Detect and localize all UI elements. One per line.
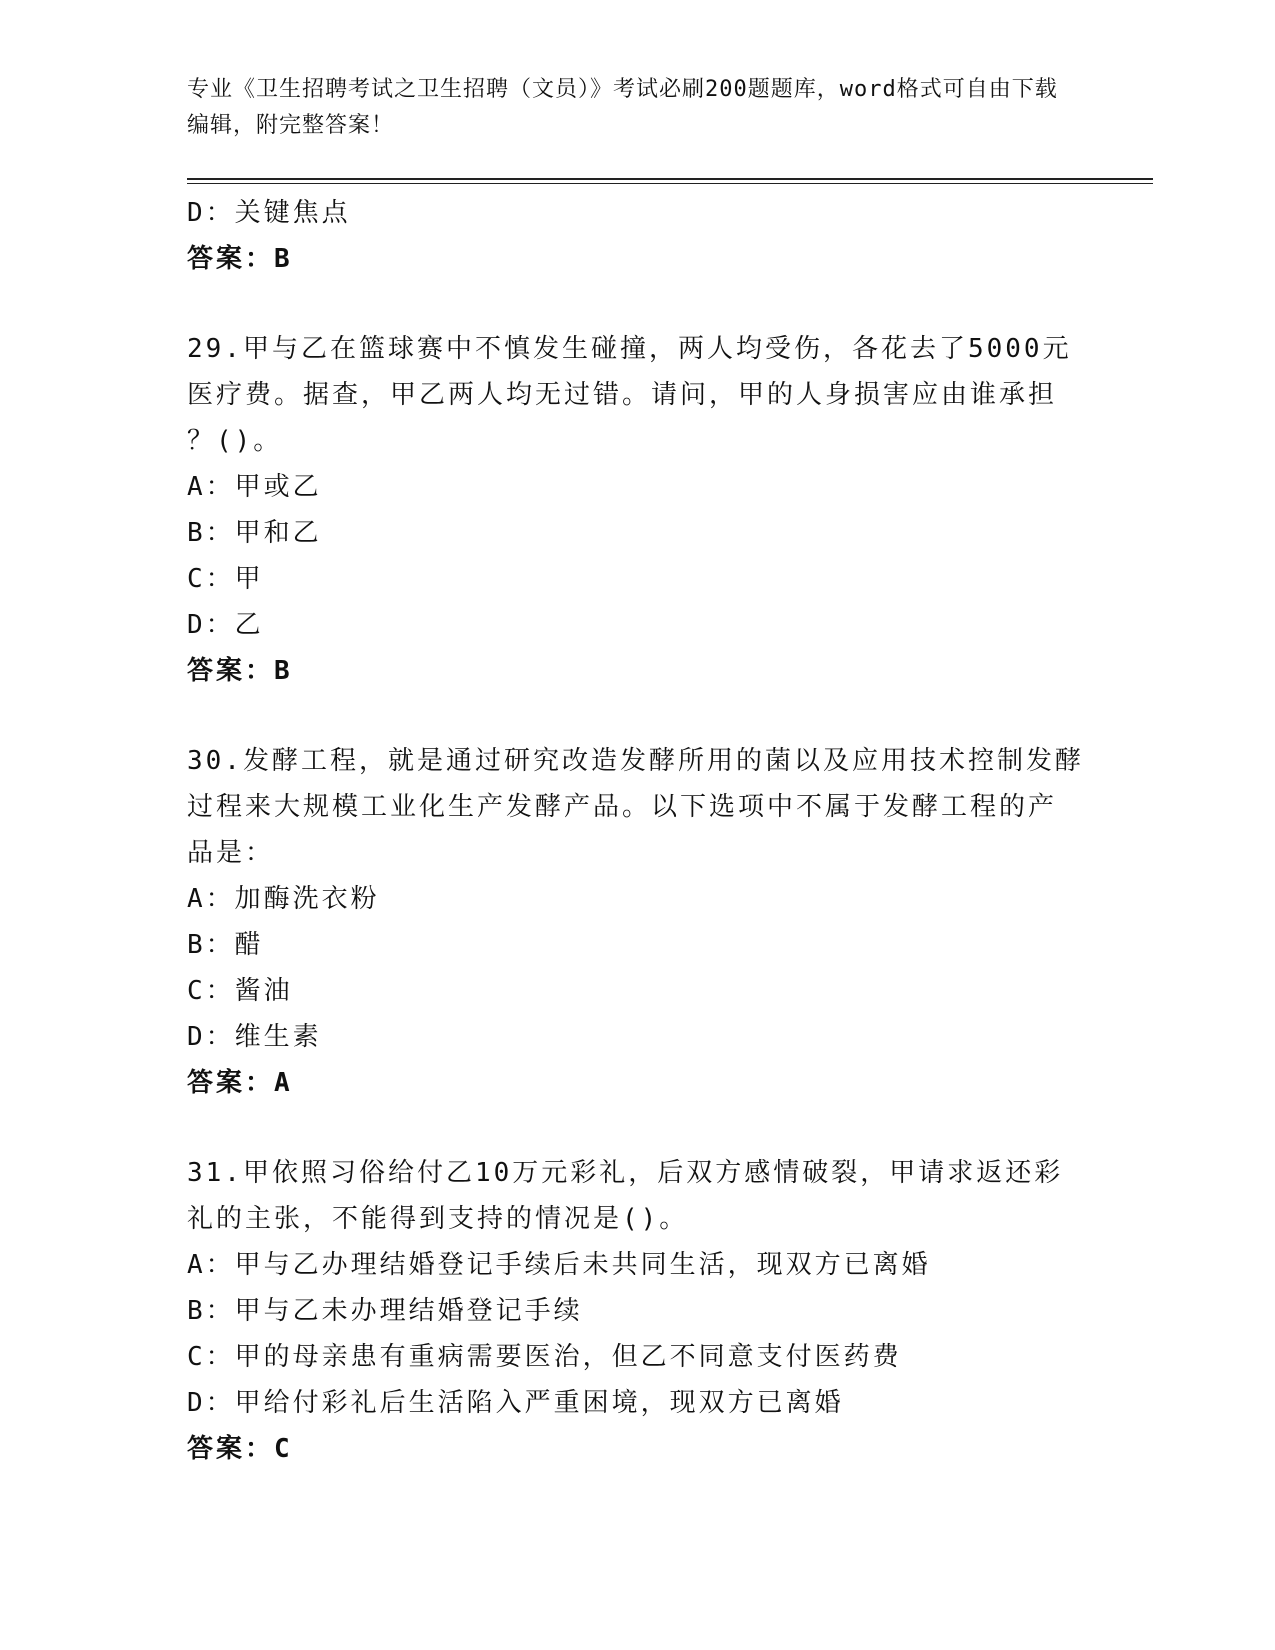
q29-answer: 答案：B xyxy=(187,656,293,686)
spacer xyxy=(187,1106,1087,1150)
q31-option-c: C：甲的母亲患有重病需要医治，但乙不同意支付医药费 xyxy=(187,1342,902,1372)
q30-option-b: B：醋 xyxy=(187,930,264,960)
header-divider-thin xyxy=(187,183,1153,184)
q30-option-c: C：酱油 xyxy=(187,976,293,1006)
q31-line-2: 礼的主张，不能得到支持的情况是()。 xyxy=(187,1204,689,1234)
q30-line-2: 过程来大规模工业化生产发酵产品。以下选项中不属于发酵工程的产 xyxy=(187,792,1058,822)
q30-line-3: 品是： xyxy=(187,838,275,868)
spacer xyxy=(187,282,1087,326)
q29-option-c: C：甲 xyxy=(187,564,264,594)
question-list xyxy=(187,190,1087,1472)
q30-line-1: 30.发酵工程，就是通过研究改造发酵所用的菌以及应用技术控制发酵 xyxy=(187,746,1084,776)
q30-answer: 答案：A xyxy=(187,1068,293,1098)
q31-option-b: B：甲与乙未办理结婚登记手续 xyxy=(187,1296,583,1326)
q30-option-a: A：加酶洗衣粉 xyxy=(187,884,380,914)
q29-line-2: 医疗费。据查，甲乙两人均无过错。请问，甲的人身损害应由谁承担 xyxy=(187,380,1058,410)
q31-option-d: D：甲给付彩礼后生活陷入严重困境，现双方已离婚 xyxy=(187,1388,844,1418)
spacer xyxy=(187,694,1087,738)
q31-answer: 答案：C xyxy=(187,1434,293,1464)
q29-option-d: D：乙 xyxy=(187,610,264,640)
q29-option-b: B：甲和乙 xyxy=(187,518,322,548)
prev-answer: 答案：B xyxy=(187,244,293,274)
prev-option-d: D：关键焦点 xyxy=(187,198,351,228)
q29-line-1: 29.甲与乙在篮球赛中不慎发生碰撞，两人均受伤，各花去了5000元 xyxy=(187,334,1072,364)
document-header: 专业《卫生招聘考试之卫生招聘（文员）》考试必刷200题题库，word格式可自由下载编辑，附完整答案！ xyxy=(187,77,1058,138)
q30-option-d: D：维生素 xyxy=(187,1022,322,1052)
q29-line-3: ？()。 xyxy=(187,426,283,456)
header-divider-thick xyxy=(187,178,1153,180)
q31-line-1: 31.甲依照习俗给付乙10万元彩礼，后双方感情破裂，甲请求返还彩 xyxy=(187,1158,1064,1188)
q29-option-a: A：甲或乙 xyxy=(187,472,322,502)
q31-option-a: A：甲与乙办理结婚登记手续后未共同生活，现双方已离婚 xyxy=(187,1250,931,1280)
